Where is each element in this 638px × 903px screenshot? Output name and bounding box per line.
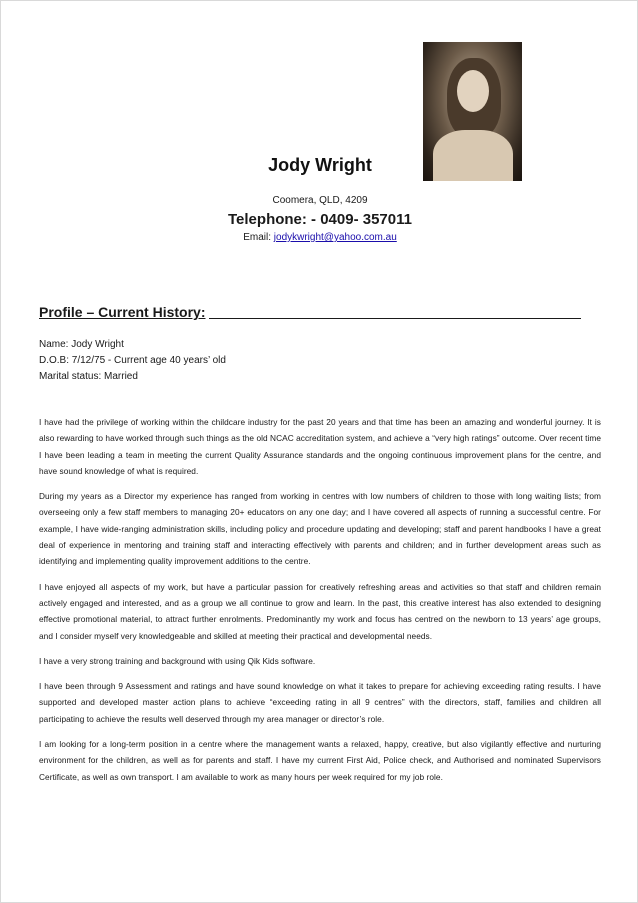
applicant-telephone: Telephone: - 0409- 357011 (228, 211, 412, 228)
detail-name: Name: Jody Wright (39, 339, 124, 350)
detail-marital-status: Marital status: Married (39, 371, 138, 382)
section-heading (39, 304, 589, 320)
profile-body (39, 414, 601, 794)
section-heading-text: Profile – Current History: (39, 304, 206, 320)
paragraph: I have been through 9 Assessment and ratings and have sound knowledge on what it takes to prepare for achieving exceeding rating results. I have supported and developed master action plans to achieve “exceeding rating in all 9 centres” with the directors, staff, families and children all participating to achieve the results well deserved through my area manager or director’s role. (39, 681, 601, 724)
email-label: Email: (243, 232, 274, 243)
paragraph: During my years as a Director my experience has ranged from working in centres with low numbers of children to those with long waiting lists; from overseeing only a few staff members to managing 20+ educators on any one day; and I have covered all aspects of running a successful centre. For example, I have wide-ranging administration skills, including policy and procedure updating and developing; staff and parent handbooks I have a great deal of experience in mentoring and training staff and interacting effectively with parents and children; and in further development areas such as identifying and implementing quality improvement additions to the centre. (39, 491, 601, 567)
paragraph: I have had the privilege of working within the childcare industry for the past 20 years and that time has been an amazing and wonderful journey. It is also rewarding to have worked through such things as the old NCAC accreditation system, and achieve a “very high ratings” outcome. Over recent time I have been leading a team in meeting the current Quality Assurance standards and the ongoing continuous improvement plans for the centre, and have sound knowledge of what is required. (39, 417, 601, 476)
photo-face (457, 70, 489, 112)
email-line (1, 232, 638, 243)
paragraph: I am looking for a long-term position in a centre where the management wants a relaxed, happy, creative, but also vigilantly effective and nurturing environment for the children, as well as for parents and staff. I have my current First Aid, Police check, and Authorised and nominated Supervisors Certificate, as well as own transport. I am available to work as many hours per week required for my job role. (39, 739, 601, 782)
email-link[interactable]: jodykwright@yahoo.com.au (273, 232, 397, 243)
detail-dob: D.O.B: 7/12/75 - Current age 40 years’ old (39, 355, 226, 366)
personal-details (39, 337, 226, 385)
paragraph: I have a very strong training and background with using Qik Kids software. (39, 655, 316, 666)
heading-rule (209, 318, 581, 319)
applicant-name: Jody Wright (268, 155, 372, 175)
applicant-address: Coomera, QLD, 4209 (272, 195, 368, 206)
paragraph: I have enjoyed all aspects of my work, but have a particular passion for creatively refreshing areas and activities so that staff and children remain actively engaged and interested, and as a group we all continue to grow and learn. In the past, this creative interest has also extended to designing effective promotional material, to attract further enrolments. Predominantly my work and focus has centred on the newborn to 13 years’ age groups, and I consider myself very knowledgeable and skilled at meeting their practical and developmental needs. (39, 581, 601, 641)
